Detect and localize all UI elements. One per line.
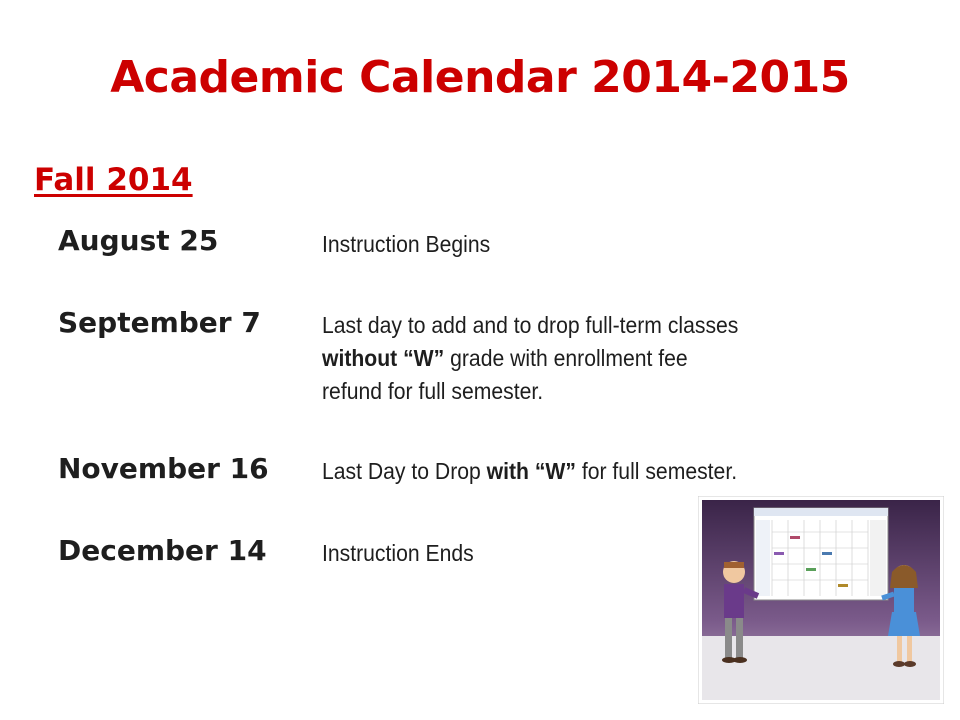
event-date: December 14: [58, 534, 267, 567]
event-description: Instruction Ends: [322, 540, 474, 566]
page-title: Academic Calendar 2014-2015: [110, 52, 850, 103]
event-description-line: Last day to add and to drop full-term classes: [322, 312, 739, 338]
event-date: September 7: [58, 306, 261, 339]
event-date: August 25: [58, 224, 219, 257]
section-heading: Fall 2014: [34, 162, 193, 198]
event-date: November 16: [58, 452, 269, 485]
event-description-line: refund for full semester.: [322, 378, 544, 404]
event-description-text: Last Day to Drop: [322, 458, 487, 484]
event-description: [322, 309, 819, 408]
event-description: [322, 455, 819, 488]
event-description-line: [322, 342, 819, 375]
event-description: Instruction Begins: [322, 231, 491, 257]
event-description-text: grade with enrollment fee: [444, 345, 688, 371]
calendar-presentation-illustration: [698, 496, 944, 704]
emphasis-text: with “W”: [486, 458, 576, 484]
emphasis-text: without “W”: [322, 345, 445, 371]
event-description-text: for full semester.: [575, 458, 738, 484]
